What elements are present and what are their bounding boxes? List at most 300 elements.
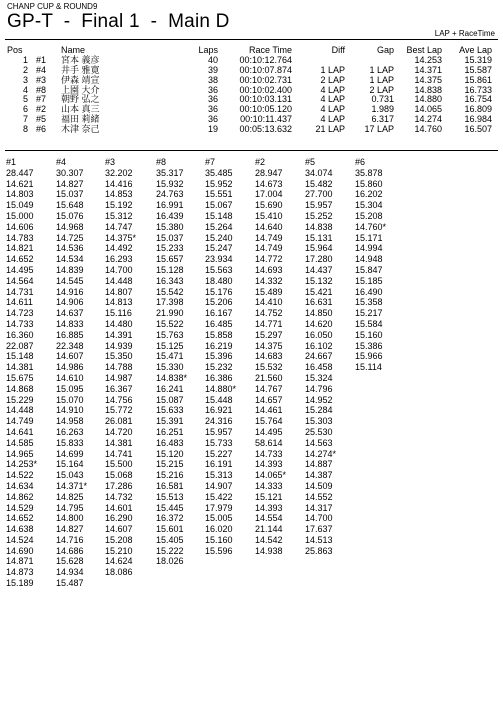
lap-time: 14.371* [56, 480, 88, 491]
lap-time: 15.422 [205, 491, 233, 502]
lap-time: 15.675 [6, 372, 34, 383]
lap-time: 15.860 [355, 178, 383, 189]
lap-time: 15.264 [205, 221, 233, 232]
result-diff: 4 LAP [320, 84, 345, 95]
result-pos: 6 [22, 104, 28, 115]
lap-time: 16.050 [305, 329, 333, 340]
lap-time: 14.673 [255, 178, 283, 189]
lap-time: 15.128 [156, 264, 184, 275]
lap-time: 14.760* [355, 221, 387, 232]
result-racetime: 00:10:11.437 [240, 114, 292, 125]
result-car-number: #6 [36, 124, 47, 135]
lap-time: 16.202 [355, 189, 383, 200]
lap-time: 15.222 [156, 545, 184, 556]
lap-column-header: #4 [56, 157, 67, 167]
lap-time: 15.542 [156, 286, 184, 297]
lap-time: 14.683 [255, 351, 283, 362]
lap-time: 14.731 [6, 286, 34, 297]
result-bestlap: 14.838 [414, 84, 442, 95]
result-car-number: #4 [36, 64, 47, 75]
lap-time: 14.606 [6, 221, 34, 232]
lap-time: 14.772 [255, 254, 283, 265]
result-racetime: 00:10:05.120 [239, 104, 292, 115]
lap-time: 28.947 [255, 167, 283, 178]
lap-time: 14.317 [305, 502, 333, 513]
lap-time: 14.513 [305, 534, 333, 545]
lap-time: 14.333 [255, 480, 283, 491]
lap-time: 14.733 [255, 448, 283, 459]
result-driver-name: 宮本 義彦 [61, 54, 100, 65]
result-laps: 36 [207, 84, 218, 95]
lap-time: 18.480 [205, 275, 233, 286]
lap-time: 14.725 [56, 232, 84, 243]
lap-time: 26.081 [105, 416, 133, 427]
lap-time: 14.381 [6, 362, 34, 373]
lap-time: 15.563 [205, 264, 233, 275]
lap-time: 14.907 [205, 480, 233, 491]
lap-time: 15.733 [205, 437, 233, 448]
lap-time: 14.994 [355, 243, 383, 254]
lap-time: 15.313 [205, 470, 233, 481]
lap-time: 14.741 [105, 448, 133, 459]
lap-time: 35.317 [156, 167, 184, 178]
lap-time: 15.471 [156, 351, 184, 362]
lap-time: 15.068 [105, 470, 133, 481]
lap-time: 14.952 [305, 394, 333, 405]
lap-time: 17.004 [255, 189, 283, 200]
lap-time: 14.934 [56, 567, 84, 578]
lap-time: 14.524 [6, 534, 34, 545]
result-bestlap: 14.253 [414, 54, 442, 65]
lap-time: 15.037 [156, 232, 184, 243]
lap-time: 32.202 [105, 167, 133, 178]
lap-time: 14.652 [6, 513, 34, 524]
lap-time: 15.049 [6, 200, 34, 211]
lap-time: 14.461 [255, 405, 283, 416]
lap-time: 34.074 [305, 167, 333, 178]
lap-time: 15.217 [355, 308, 383, 319]
col-avelap-header: Ave Lap [459, 45, 492, 55]
lap-time: 15.229 [6, 394, 34, 405]
lap-time: 14.838* [156, 372, 188, 383]
col-racetime-header: Race Time [248, 45, 292, 55]
lap-time: 16.490 [355, 286, 383, 297]
lap-column-header: #2 [255, 157, 266, 167]
result-pos: 7 [22, 114, 28, 125]
lap-column-header: #1 [6, 157, 17, 167]
lap-time: 15.125 [156, 340, 184, 351]
lap-time: 15.482 [305, 178, 333, 189]
lap-time: 16.485 [205, 318, 233, 329]
lap-time: 16.290 [105, 513, 133, 524]
lap-time: 23.934 [205, 254, 233, 265]
lap-time: 14.686 [56, 545, 84, 556]
lap-time: 14.387 [305, 470, 333, 481]
event-name: CHANP CUP & ROUND9 [7, 2, 98, 11]
lap-time: 15.513 [156, 491, 184, 502]
lap-time: 16.241 [156, 383, 184, 394]
lap-time: 14.906 [56, 297, 84, 308]
lap-column-header: #8 [156, 157, 167, 167]
lap-time: 15.208 [105, 534, 133, 545]
result-racetime: 00:10:02.731 [239, 74, 292, 85]
lap-time: 14.624 [105, 556, 133, 567]
result-car-number: #1 [36, 54, 47, 65]
lap-time: 16.458 [305, 362, 333, 373]
lap-time: 15.297 [255, 329, 283, 340]
lap-time: 14.747 [105, 221, 133, 232]
lap-time: 14.939 [105, 340, 133, 351]
lap-time: 15.232 [205, 362, 233, 373]
lap-time: 14.552 [305, 491, 333, 502]
result-gap: 6.317 [371, 114, 394, 125]
lap-time: 14.839 [56, 264, 84, 275]
lap-time: 16.921 [205, 405, 233, 416]
lap-time: 14.699 [56, 448, 84, 459]
lap-time: 14.638 [6, 524, 34, 535]
lap-time: 15.304 [355, 200, 383, 211]
lap-time: 16.251 [156, 426, 184, 437]
lap-time: 15.284 [305, 405, 333, 416]
result-bestlap: 14.880 [414, 94, 442, 105]
lap-time: 15.164 [56, 459, 84, 470]
lap-time: 15.833 [56, 437, 84, 448]
lap-time: 15.500 [105, 459, 133, 470]
lap-time: 27.700 [305, 189, 333, 200]
result-pos: 2 [22, 64, 28, 75]
lap-time: 15.303 [305, 416, 333, 427]
lap-time: 14.752 [255, 308, 283, 319]
lap-time: 15.120 [156, 448, 184, 459]
lap-time: 17.979 [205, 502, 233, 513]
result-avelap: 16.809 [464, 104, 492, 115]
result-pos: 1 [22, 54, 28, 65]
result-racetime: 00:10:12.764 [239, 54, 292, 65]
result-diff: 4 LAP [320, 114, 345, 125]
lap-time: 14.813 [105, 297, 133, 308]
result-avelap: 16.733 [464, 84, 492, 95]
result-pos: 4 [22, 84, 28, 95]
lap-time: 14.564 [6, 275, 34, 286]
col-bestlap-header: Best Lap [406, 45, 442, 55]
lap-column [156, 157, 187, 567]
lap-time: 16.631 [305, 297, 333, 308]
result-driver-name: 朝野 弘之 [61, 94, 100, 105]
lap-time: 14.410 [255, 297, 283, 308]
lap-time: 14.986 [56, 362, 84, 373]
lap-time: 14.783 [6, 232, 34, 243]
lap-time: 14.437 [305, 264, 333, 275]
lap-time: 14.938 [255, 545, 283, 556]
lap-time: 15.324 [305, 372, 333, 383]
lap-time: 15.216 [156, 470, 184, 481]
lap-time: 15.391 [156, 416, 184, 427]
result-laps: 36 [207, 104, 218, 115]
lap-time: 14.987 [105, 372, 133, 383]
results-body [0, 56, 503, 135]
lap-time: 14.522 [6, 470, 34, 481]
lap-time: 14.700 [105, 264, 133, 275]
lap-time: 15.657 [156, 254, 184, 265]
lap-time: 14.910 [56, 405, 84, 416]
lap-time: 14.393 [255, 459, 283, 470]
lap-time: 15.648 [56, 200, 84, 211]
lap-time: 14.495 [6, 264, 34, 275]
lap-time: 15.421 [305, 286, 333, 297]
lap-time: 14.723 [6, 308, 34, 319]
lap-time: 15.131 [305, 232, 333, 243]
result-avelap: 15.319 [464, 54, 492, 65]
result-racetime: 00:10:03.131 [239, 94, 292, 105]
lap-time: 14.534 [56, 254, 84, 265]
lap-time: 14.887 [305, 459, 333, 470]
result-avelap: 16.507 [464, 124, 492, 135]
lap-column-header: #5 [305, 157, 316, 167]
lap-time: 14.607 [105, 524, 133, 535]
lap-time: 14.749 [6, 416, 34, 427]
lap-time: 15.966 [355, 351, 383, 362]
result-racetime: 00:05:13.632 [239, 124, 292, 135]
results-table [0, 46, 503, 135]
lap-column-header: #7 [205, 157, 216, 167]
lap-time: 14.968 [56, 221, 84, 232]
lap-time: 15.160 [205, 534, 233, 545]
lap-time: 14.563 [305, 437, 333, 448]
lap-time: 14.391 [105, 329, 133, 340]
lap-time: 15.489 [255, 286, 283, 297]
lap-time: 14.610 [56, 372, 84, 383]
lap-time: 15.764 [255, 416, 283, 427]
lap-column [305, 157, 336, 556]
lap-time: 15.957 [205, 426, 233, 437]
lap-time: 14.634 [6, 480, 34, 491]
lap-time: 14.850 [305, 308, 333, 319]
result-diff: 4 LAP [320, 94, 345, 105]
lap-time: 22.087 [6, 340, 34, 351]
lap-time: 14.716 [56, 534, 84, 545]
lap-time: 14.545 [56, 275, 84, 286]
result-car-number: #2 [36, 104, 47, 115]
lap-time: 14.253* [6, 459, 38, 470]
lap-time: 14.536 [56, 243, 84, 254]
result-car-number: #8 [36, 84, 47, 95]
lap-time: 15.448 [205, 394, 233, 405]
lap-time: 14.965 [6, 448, 34, 459]
lap-time: 15.210 [105, 545, 133, 556]
lap-time: 14.827 [56, 178, 84, 189]
lap-time: 15.445 [156, 502, 184, 513]
lap-time: 14.542 [255, 534, 283, 545]
lap-time: 15.312 [105, 210, 133, 221]
lap-time: 15.087 [156, 394, 184, 405]
lap-column-header: #3 [105, 157, 116, 167]
lap-time: 18.026 [156, 556, 184, 567]
lap-time: 24.667 [305, 351, 333, 362]
lap-time: 24.763 [156, 189, 184, 200]
lap-time: 14.958 [56, 416, 84, 427]
result-diff: 4 LAP [320, 104, 345, 115]
result-driver-name: 井手 雅寛 [61, 64, 100, 75]
lap-column [6, 157, 37, 589]
lap-time: 15.116 [105, 308, 132, 319]
result-gap: 1 LAP [369, 74, 394, 85]
result-bestlap: 14.760 [414, 124, 442, 135]
lap-time: 15.380 [156, 221, 184, 232]
lap-time: 14.509 [305, 480, 333, 491]
result-driver-name: 上園 大介 [61, 84, 100, 95]
result-car-number: #3 [36, 74, 47, 85]
result-driver-name: 木津 奈己 [61, 124, 100, 135]
lap-time: 15.690 [255, 200, 283, 211]
lap-time: 28.447 [6, 167, 34, 178]
lap-time: 14.641 [6, 426, 34, 437]
lap-time: 14.611 [6, 297, 33, 308]
lap-time: 15.114 [355, 362, 382, 373]
lap-time: 14.700 [305, 513, 333, 524]
lap-time: 15.148 [6, 351, 34, 362]
lap-time: 14.448 [105, 275, 133, 286]
lap-time: 14.620 [305, 318, 333, 329]
lap-time: 15.847 [355, 264, 383, 275]
lap-time: 14.767 [255, 383, 283, 394]
result-laps: 19 [207, 124, 218, 135]
lap-time: 15.171 [355, 232, 383, 243]
lap-time: 14.393 [255, 502, 283, 513]
lap-time: 14.332 [255, 275, 283, 286]
result-pos: 8 [22, 124, 28, 135]
lap-time: 21.990 [156, 308, 184, 319]
lap-time: 15.772 [105, 405, 133, 416]
result-bestlap: 14.065 [414, 104, 442, 115]
lap-time: 15.957 [305, 200, 333, 211]
lap-time: 14.948 [355, 254, 383, 265]
laps-rule [5, 150, 498, 151]
lap-column [355, 157, 386, 373]
lap-time: 14.652 [6, 254, 34, 265]
lap-time: 16.020 [205, 524, 233, 535]
lap-time: 15.076 [56, 210, 84, 221]
lap-time: 18.086 [105, 567, 133, 578]
lap-time: 16.372 [156, 513, 184, 524]
result-car-number: #5 [36, 114, 47, 125]
lap-time: 30.307 [56, 167, 84, 178]
lap-time: 15.596 [205, 545, 233, 556]
lap-time: 14.825 [56, 491, 84, 502]
lap-time: 16.483 [156, 437, 184, 448]
lap-time: 14.416 [105, 178, 133, 189]
lap-time: 14.868 [6, 383, 34, 394]
result-bestlap: 14.274 [414, 114, 442, 125]
lap-time: 15.350 [105, 351, 133, 362]
lap-time: 58.614 [255, 437, 283, 448]
result-avelap: 16.754 [464, 94, 492, 105]
lap-time: 14.795 [56, 502, 84, 513]
result-laps: 40 [207, 54, 218, 65]
lap-time: 14.585 [6, 437, 34, 448]
lap-time: 15.240 [205, 232, 233, 243]
lap-time: 14.873 [6, 567, 34, 578]
lap-time: 25.530 [305, 426, 333, 437]
lap-time: 14.720 [105, 426, 133, 437]
lap-time: 15.005 [205, 513, 233, 524]
lap-time: 15.070 [56, 394, 84, 405]
lap-time: 16.293 [105, 254, 133, 265]
lap-time: 24.316 [205, 416, 233, 427]
result-bestlap: 14.371 [414, 64, 442, 75]
lap-time: 17.286 [105, 480, 133, 491]
lap-time: 16.386 [205, 372, 233, 383]
result-driver-name: 山本 真三 [61, 104, 100, 115]
lap-time: 14.640 [255, 221, 283, 232]
lap-time: 14.771 [255, 318, 283, 329]
lap-time: 15.206 [205, 297, 233, 308]
lap-time: 15.964 [305, 243, 333, 254]
lap-time: 14.621 [6, 178, 34, 189]
lap-time: 14.749 [255, 232, 283, 243]
lap-time: 15.208 [355, 210, 383, 221]
lap-time: 14.690 [6, 545, 34, 556]
result-gap: 17 LAP [364, 124, 394, 135]
lap-time: 16.102 [305, 340, 333, 351]
lap-time: 14.065* [255, 470, 287, 481]
lap-column [56, 157, 87, 589]
lap-time: 15.487 [56, 578, 84, 589]
lap-time: 15.584 [355, 318, 383, 329]
lap-time: 14.833 [56, 318, 84, 329]
lap-time: 15.396 [205, 351, 233, 362]
lap-time: 15.386 [355, 340, 383, 351]
lap-column-header: #6 [355, 157, 366, 167]
result-diff: 1 LAP [320, 64, 345, 75]
result-racetime: 00:10:02.400 [239, 84, 292, 95]
lap-time: 15.043 [56, 470, 84, 481]
lap-time: 15.330 [156, 362, 184, 373]
lap-time: 14.554 [255, 513, 283, 524]
lap-time: 16.167 [205, 308, 233, 319]
lap-time: 16.367 [105, 383, 133, 394]
result-gap: 1.989 [371, 104, 394, 115]
result-driver-name: 伊森 靖宣 [61, 74, 100, 85]
lap-time: 14.637 [56, 308, 84, 319]
lap-time: 14.756 [105, 394, 133, 405]
result-pos: 5 [22, 94, 28, 105]
lap-time: 14.862 [6, 491, 34, 502]
result-gap: 1 LAP [369, 64, 394, 75]
lap-column [255, 157, 286, 556]
lap-time: 15.601 [156, 524, 184, 535]
result-pos: 3 [22, 74, 28, 85]
lap-time: 35.878 [355, 167, 383, 178]
lap-time: 15.628 [56, 556, 84, 567]
lap-time: 15.067 [205, 200, 233, 211]
lap-time: 15.763 [156, 329, 184, 340]
result-driver-name: 福田 莉緒 [61, 114, 100, 125]
lap-time: 14.871 [6, 556, 34, 567]
result-gap: 0.731 [371, 94, 394, 105]
col-diff-header: Diff [331, 45, 345, 55]
lap-time: 15.121 [255, 491, 283, 502]
lap-time: 14.838 [305, 221, 333, 232]
lap-time: 16.263 [56, 426, 84, 437]
lap-time: 15.095 [56, 383, 84, 394]
lap-time: 16.191 [205, 459, 233, 470]
result-laps: 36 [207, 94, 218, 105]
lap-time: 16.991 [156, 200, 184, 211]
lap-time: 15.405 [156, 534, 184, 545]
result-gap: 2 LAP [369, 84, 394, 95]
lap-time: 14.274* [305, 448, 337, 459]
result-bestlap: 14.375 [414, 74, 442, 85]
